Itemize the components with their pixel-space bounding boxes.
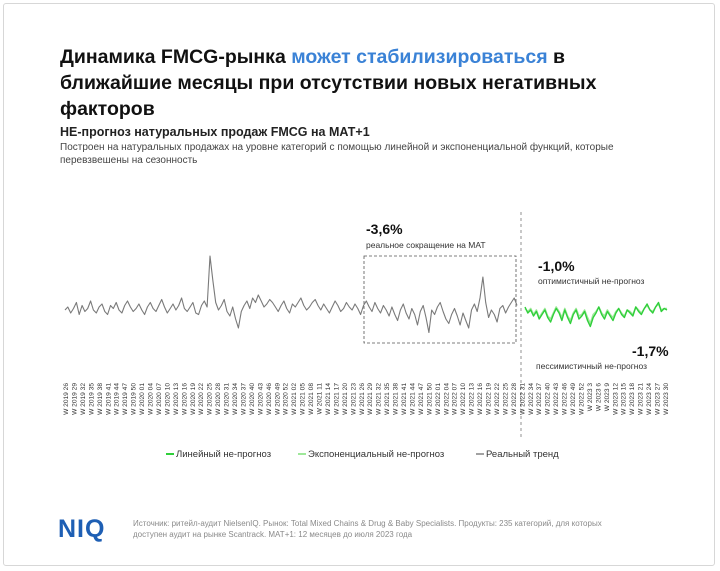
x-axis-ticks (63, 383, 670, 415)
headline-part1: Динамика FMCG-рынка (60, 46, 292, 68)
actual-value-label: -3,6% (366, 221, 403, 237)
x-tick-label: W 2022 22 (494, 383, 501, 415)
x-tick-label: W 2022 46 (561, 383, 569, 415)
series-line-linear (525, 303, 667, 327)
x-tick-label: W 2020 01 (139, 383, 147, 415)
x-tick-label: W 2023 12 (612, 383, 620, 415)
x-tick-label: W 2021 50 (426, 383, 434, 415)
x-tick-label: W 2021 11 (316, 383, 324, 415)
headline-highlight: может стабилизироваться (291, 46, 548, 68)
legend-label-linear: Линейный не-прогноз (176, 449, 272, 460)
x-tick-label: W 2021 17 (333, 383, 341, 415)
x-tick-label: W 2021 26 (358, 383, 366, 415)
x-tick-label: W 2019 47 (122, 383, 130, 415)
x-tick-label: W 2022 19 (485, 383, 493, 415)
x-tick-label: W 2022 04 (443, 383, 451, 415)
optimistic-value-label: -1,0% (538, 258, 575, 274)
pessimistic-text-label: пессимистичный не-прогноз (536, 361, 648, 371)
x-tick-label: W 2023 15 (620, 383, 628, 415)
x-tick-label: W 2020 16 (181, 383, 189, 415)
x-tick-label: W 2022 34 (527, 383, 535, 415)
x-tick-label: W 2021 23 (350, 383, 358, 415)
x-tick-label: W 2020 52 (282, 383, 290, 415)
x-tick-label: W 2022 37 (536, 383, 544, 415)
x-tick-label: W 2022 40 (544, 383, 552, 415)
x-tick-label: W 2023 9 (603, 383, 611, 412)
x-tick-label: W 2022 52 (578, 383, 586, 415)
legend-label-real: Реальный тренд (486, 449, 559, 460)
x-tick-label: W 2022 16 (477, 383, 485, 415)
x-tick-label: W 2021 32 (375, 383, 383, 415)
x-tick-label: W 2020 40 (248, 383, 256, 415)
niq-logo: NIQ (58, 515, 106, 543)
x-tick-label: W 2020 31 (223, 383, 231, 415)
x-tick-label: W 2020 43 (257, 383, 265, 415)
x-tick-label: W 2019 41 (105, 383, 113, 415)
x-tick-label: W 2022 31 (519, 383, 527, 415)
x-tick-label: W 2023 21 (637, 383, 645, 415)
x-tick-label: W 2020 25 (206, 383, 214, 415)
x-tick-label: W 2022 25 (502, 383, 510, 415)
x-tick-label: W 2019 44 (113, 383, 121, 415)
x-tick-label: W 2023 27 (654, 383, 662, 415)
x-tick-label: W 2021 05 (299, 383, 307, 415)
pessimistic-value-label: -1,7% (632, 343, 669, 359)
x-tick-label: W 2023 3 (586, 383, 594, 412)
x-tick-label: W 2021 47 (417, 383, 425, 415)
x-tick-label: W 2021 20 (341, 383, 349, 415)
x-tick-label: W 2023 6 (595, 383, 603, 412)
x-tick-label: W 2021 14 (325, 383, 332, 415)
x-tick-label: W 2023 18 (629, 383, 637, 415)
x-tick-label: W 2020 49 (274, 383, 282, 415)
x-tick-label: W 2021 08 (308, 383, 316, 415)
x-tick-label: W 2020 13 (172, 383, 180, 415)
legend-label-exponential: Экспоненциальный не-прогноз (308, 449, 445, 460)
x-tick-label: W 2022 10 (460, 383, 468, 415)
x-tick-label: W 2020 34 (232, 383, 239, 415)
x-tick-label: W 2020 46 (265, 383, 273, 415)
x-tick-label: W 2019 50 (130, 383, 138, 415)
x-tick-label: W 2020 37 (240, 383, 248, 415)
series-line-real (65, 256, 517, 333)
x-tick-label: W 2021 44 (409, 383, 417, 415)
x-tick-label: W 2023 24 (646, 383, 654, 415)
x-tick-label: W 2020 28 (215, 383, 223, 415)
x-tick-label: W 2021 35 (384, 383, 392, 415)
x-tick-label: W 2020 07 (156, 383, 163, 415)
x-tick-label: W 2022 28 (510, 383, 518, 415)
source-note: Источник: ритейл-аудит NielsenIQ. Рынок: Total Mixed Chains & Drug & Baby Specialists. Продукты: 235 категорий, для которых доступен аудит на рынке Scantrack. MAT+1: 12 месяцев до июля 2023 года (133, 519, 602, 539)
actual-text-label: реальное сокращение на МАТ (366, 240, 486, 250)
x-tick-label: W 2019 35 (88, 383, 96, 415)
x-tick-label: W 2023 30 (663, 383, 670, 415)
series-group (65, 256, 667, 333)
optimistic-text-label: оптимистичный не-прогноз (538, 276, 645, 286)
x-tick-label: W 2021 41 (401, 383, 408, 415)
x-tick-label: W 2020 04 (147, 383, 155, 415)
x-tick-label: W 2022 01 (434, 383, 442, 415)
x-tick-label: W 2019 26 (63, 383, 70, 415)
chart-description: Построен на натуральных продажах на уровне категорий с помощью линейной и экспоненциальной функций, которые перевзвешены на сезонность (60, 142, 614, 166)
x-tick-label: W 2022 13 (468, 383, 476, 415)
x-tick-label: W 2021 38 (392, 383, 400, 415)
x-tick-label: W 2019 38 (96, 383, 104, 415)
x-tick-label: W 2020 10 (164, 383, 172, 415)
x-tick-label: W 2021 02 (291, 383, 299, 415)
headline-part2: в ближайшие месяцы при отсутствии новых негативных факторов (60, 46, 597, 120)
x-tick-label: W 2021 29 (367, 383, 375, 415)
x-tick-label: W 2022 07 (451, 383, 459, 415)
x-tick-label: W 2022 49 (570, 383, 577, 415)
x-tick-label: W 2020 19 (189, 383, 197, 415)
x-tick-label: W 2019 29 (71, 383, 79, 415)
chart-subtitle: НЕ-прогноз натуральных продаж FMCG на МАТ+1 (60, 125, 370, 139)
x-tick-label: W 2022 43 (553, 383, 561, 415)
legend (166, 449, 559, 460)
x-tick-label: W 2020 22 (198, 383, 206, 415)
x-tick-label: W 2019 32 (79, 383, 87, 415)
actual-period-box (364, 256, 516, 343)
